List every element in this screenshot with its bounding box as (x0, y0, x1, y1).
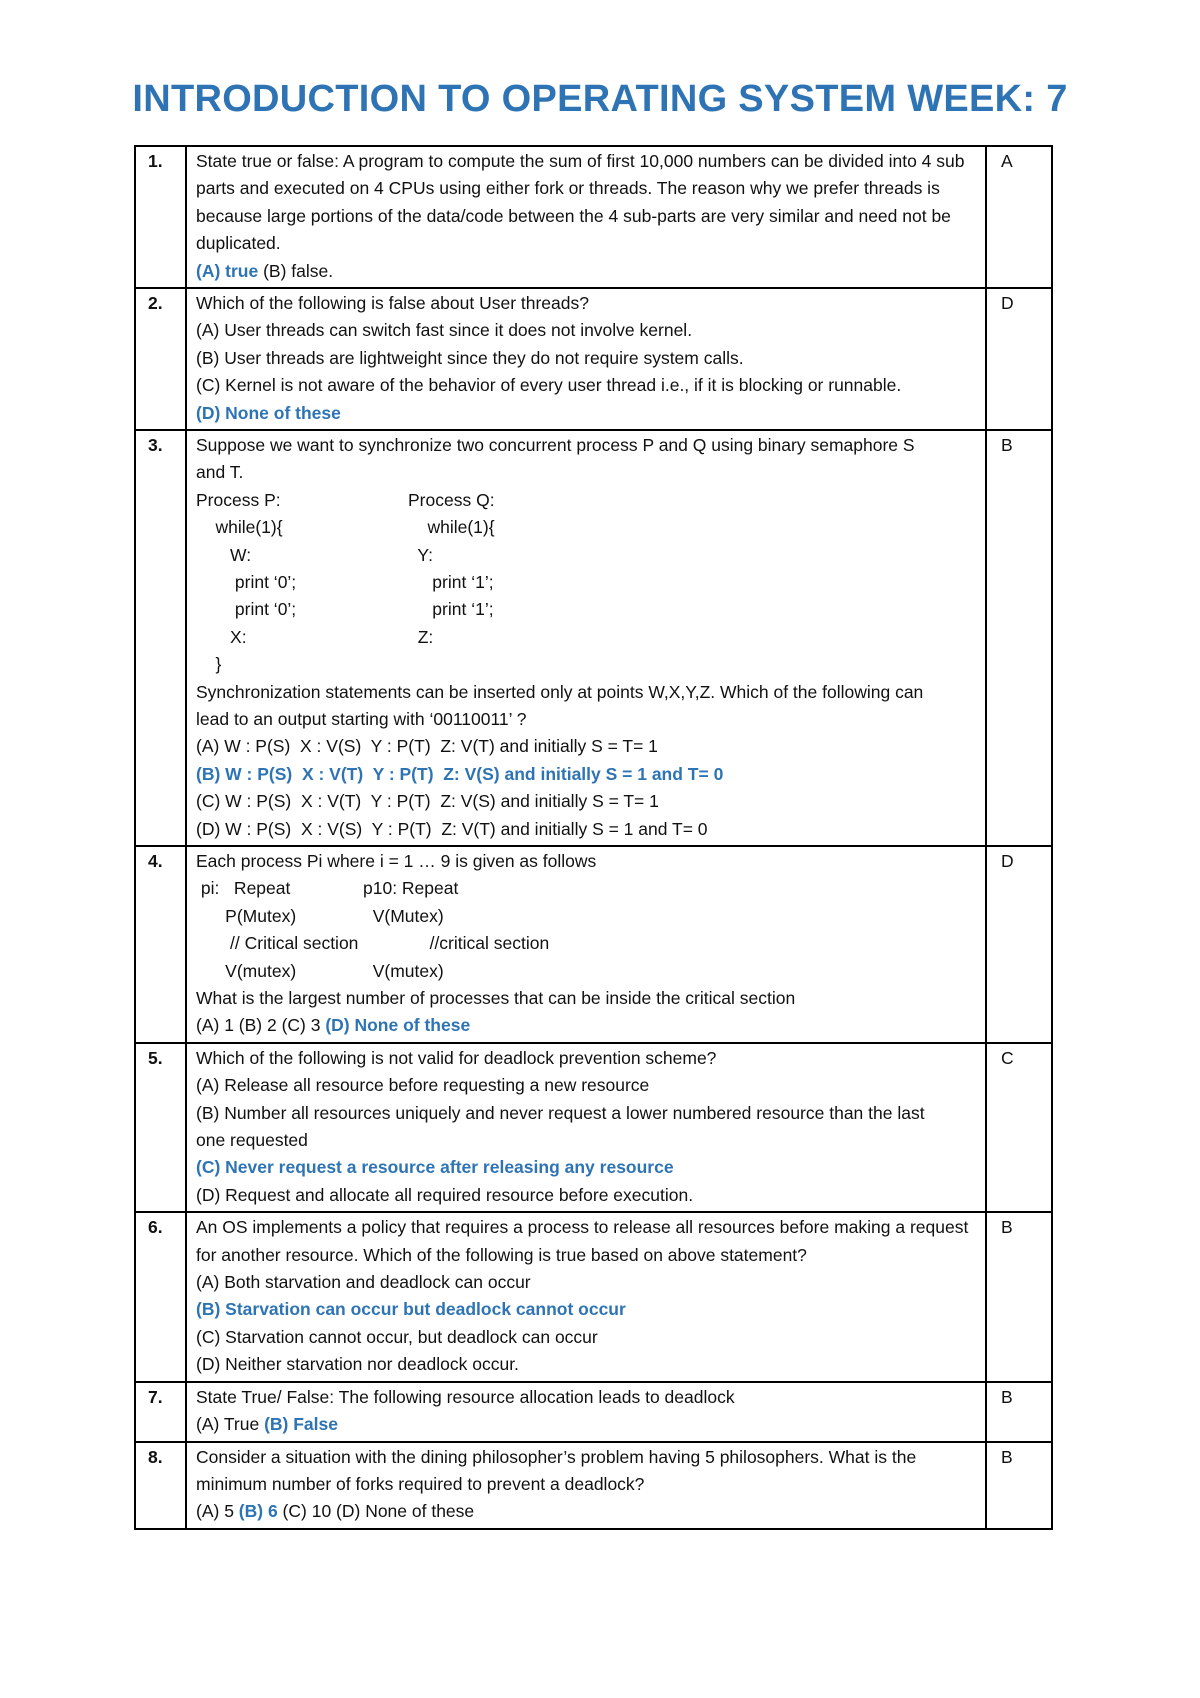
code-process-q: print ‘1’; (408, 572, 494, 593)
code-process-p: Process P: (196, 489, 281, 510)
code-process-q: Z: (408, 626, 434, 647)
question-stem: An OS implements a policy that requires a process to release all resources before making a request for another resource. Which of the following is true based on above statement? (196, 1217, 969, 1265)
code-process-p: X: (196, 626, 247, 647)
code-line (196, 514, 979, 541)
option: (D) W : P(S) X : V(S) Y : P(T) Z: V(T) and initially S = 1 and T= 0 (196, 818, 708, 839)
options-line (196, 1411, 979, 1438)
question-cell (186, 1382, 986, 1442)
option: (C) Kernel is not aware of the behavior of every user thread i.e., if it is blocking or runnable. (196, 375, 902, 396)
option: (B) Number all resources uniquely and never request a lower numbered resource than the last one requested (196, 1102, 925, 1151)
question-cell (186, 288, 986, 430)
options-line (196, 1498, 979, 1525)
option: (D) Neither starvation nor deadlock occur. (196, 1354, 519, 1375)
question-stem: Each process Pi where i = 1 … 9 is given as follows (196, 851, 597, 872)
question-cell (186, 1212, 986, 1381)
code-line (196, 569, 979, 596)
question-cell (186, 1442, 986, 1529)
answer-key: B (986, 430, 1052, 846)
question-number: 2. (135, 288, 186, 430)
question-cell (186, 430, 986, 846)
correct-option: (B) False (264, 1414, 338, 1435)
question-stem: Which of the following is false about User threads? (196, 293, 589, 314)
question-stem-continued: Synchronization statements can be inserted only at points W,X,Y,Z. Which of the following can lead to an output starting with ‘00110011’ ? (196, 681, 924, 730)
option: (A) Release all resource before requesting a new resource (196, 1075, 650, 1096)
code-line (196, 596, 979, 623)
question-number: 1. (135, 146, 186, 288)
correct-option: (B) Starvation can occur but deadlock cannot occur (196, 1299, 626, 1320)
question-number: 4. (135, 846, 186, 1043)
correct-option: (D) None of these (196, 402, 341, 423)
code-process-p: while(1){ (196, 517, 283, 538)
question-number: 5. (135, 1043, 186, 1212)
question-stem: State True/ False: The following resource allocation leads to deadlock (196, 1386, 735, 1407)
table-row (135, 1212, 1052, 1381)
code-process-q: print ‘1’; (408, 599, 494, 620)
code-process-pi: P(Mutex) (196, 905, 297, 926)
correct-option: (D) None of these (325, 1015, 471, 1036)
code-process-q: Process Q: (408, 489, 495, 510)
table-row (135, 1382, 1052, 1442)
code-process-p: print ‘0’; (196, 572, 297, 593)
answer-key: D (986, 846, 1052, 1043)
option: (A) 5 (196, 1501, 239, 1522)
option: (A) 1 (B) 2 (C) 3 (196, 1015, 326, 1036)
question-number: 3. (135, 430, 186, 846)
code-process-pi: // Critical section (196, 933, 359, 954)
correct-option: (B) W : P(S) X : V(T) Y : P(T) Z: V(S) and initially S = 1 and T= 0 (196, 763, 724, 784)
option: (D) Request and allocate all required resource before execution. (196, 1184, 694, 1205)
code-process-p10: p10: Repeat (363, 878, 459, 899)
answer-key: C (986, 1043, 1052, 1212)
code-line (196, 651, 979, 678)
code-process-p10: V(Mutex) (363, 905, 444, 926)
option: (C) W : P(S) X : V(T) Y : P(T) Z: V(S) and initially S = T= 1 (196, 791, 659, 812)
question-stem-continued: What is the largest number of processes that can be inside the critical section (196, 988, 796, 1009)
code-process-pi: pi: Repeat (196, 878, 291, 899)
answer-key: B (986, 1442, 1052, 1529)
code-line (196, 930, 979, 957)
code-line (196, 958, 979, 985)
option: (C) 10 (D) None of these (277, 1501, 475, 1522)
option: (C) Starvation cannot occur, but deadlock can occur (196, 1326, 598, 1347)
correct-option: (A) true (196, 260, 259, 281)
option: (B) false. (258, 260, 334, 281)
option: (A) True (196, 1414, 265, 1435)
code-process-p10: //critical section (415, 933, 550, 954)
table-row (135, 1043, 1052, 1212)
question-stem: Which of the following is not valid for deadlock prevention scheme? (196, 1047, 717, 1068)
code-process-p: } (196, 654, 222, 675)
options-line (196, 1012, 979, 1039)
table-row (135, 430, 1052, 846)
question-cell (186, 146, 986, 288)
answer-key: A (986, 146, 1052, 288)
code-line (196, 903, 979, 930)
code-line (196, 875, 979, 902)
question-number: 8. (135, 1442, 186, 1529)
question-number: 6. (135, 1212, 186, 1381)
option: (A) W : P(S) X : V(S) Y : P(T) Z: V(T) and initially S = T= 1 (196, 736, 658, 757)
question-cell (186, 1043, 986, 1212)
code-line (196, 624, 979, 651)
table-row (135, 146, 1052, 288)
question-stem: Suppose we want to synchronize two concurrent process P and Q using binary semaphore S and T. (196, 435, 915, 483)
answer-key: B (986, 1382, 1052, 1442)
option: (A) Both starvation and deadlock can occur (196, 1272, 531, 1293)
table-row (135, 288, 1052, 430)
code-process-p: print ‘0’; (196, 599, 297, 620)
question-table (134, 145, 1053, 1530)
option: (B) User threads are lightweight since they do not require system calls. (196, 347, 744, 368)
page-title: INTRODUCTION TO OPERATING SYSTEM WEEK: 7 (132, 78, 1068, 120)
question-number: 7. (135, 1382, 186, 1442)
code-process-q: while(1){ (408, 517, 495, 538)
code-process-q: Y: (408, 544, 433, 565)
table-row (135, 846, 1052, 1043)
code-process-pi: V(mutex) (196, 960, 297, 981)
code-process-p10: V(mutex) (363, 960, 444, 981)
correct-option: (B) 6 (238, 1501, 278, 1522)
question-stem: State true or false: A program to compute the sum of first 10,000 numbers can be divided into 4 sub parts and executed on 4 CPUs using either fork or threads. The reason why we prefer threads is because large portions of the data/code between the 4 sub-parts are very similar and need not be duplicated. (196, 151, 965, 254)
code-process-p: W: (196, 544, 252, 565)
option: (A) User threads can switch fast since it does not involve kernel. (196, 320, 693, 341)
correct-option: (C) Never request a resource after releasing any resource (196, 1157, 674, 1178)
options-line (196, 258, 979, 285)
answer-key: B (986, 1212, 1052, 1381)
question-stem: Consider a situation with the dining philosopher’s problem having 5 philosophers. What is the minimum number of forks required to prevent a deadlock? (196, 1446, 917, 1494)
table-row (135, 1442, 1052, 1529)
question-cell (186, 846, 986, 1043)
code-line (196, 487, 979, 514)
answer-key: D (986, 288, 1052, 430)
code-line (196, 542, 979, 569)
